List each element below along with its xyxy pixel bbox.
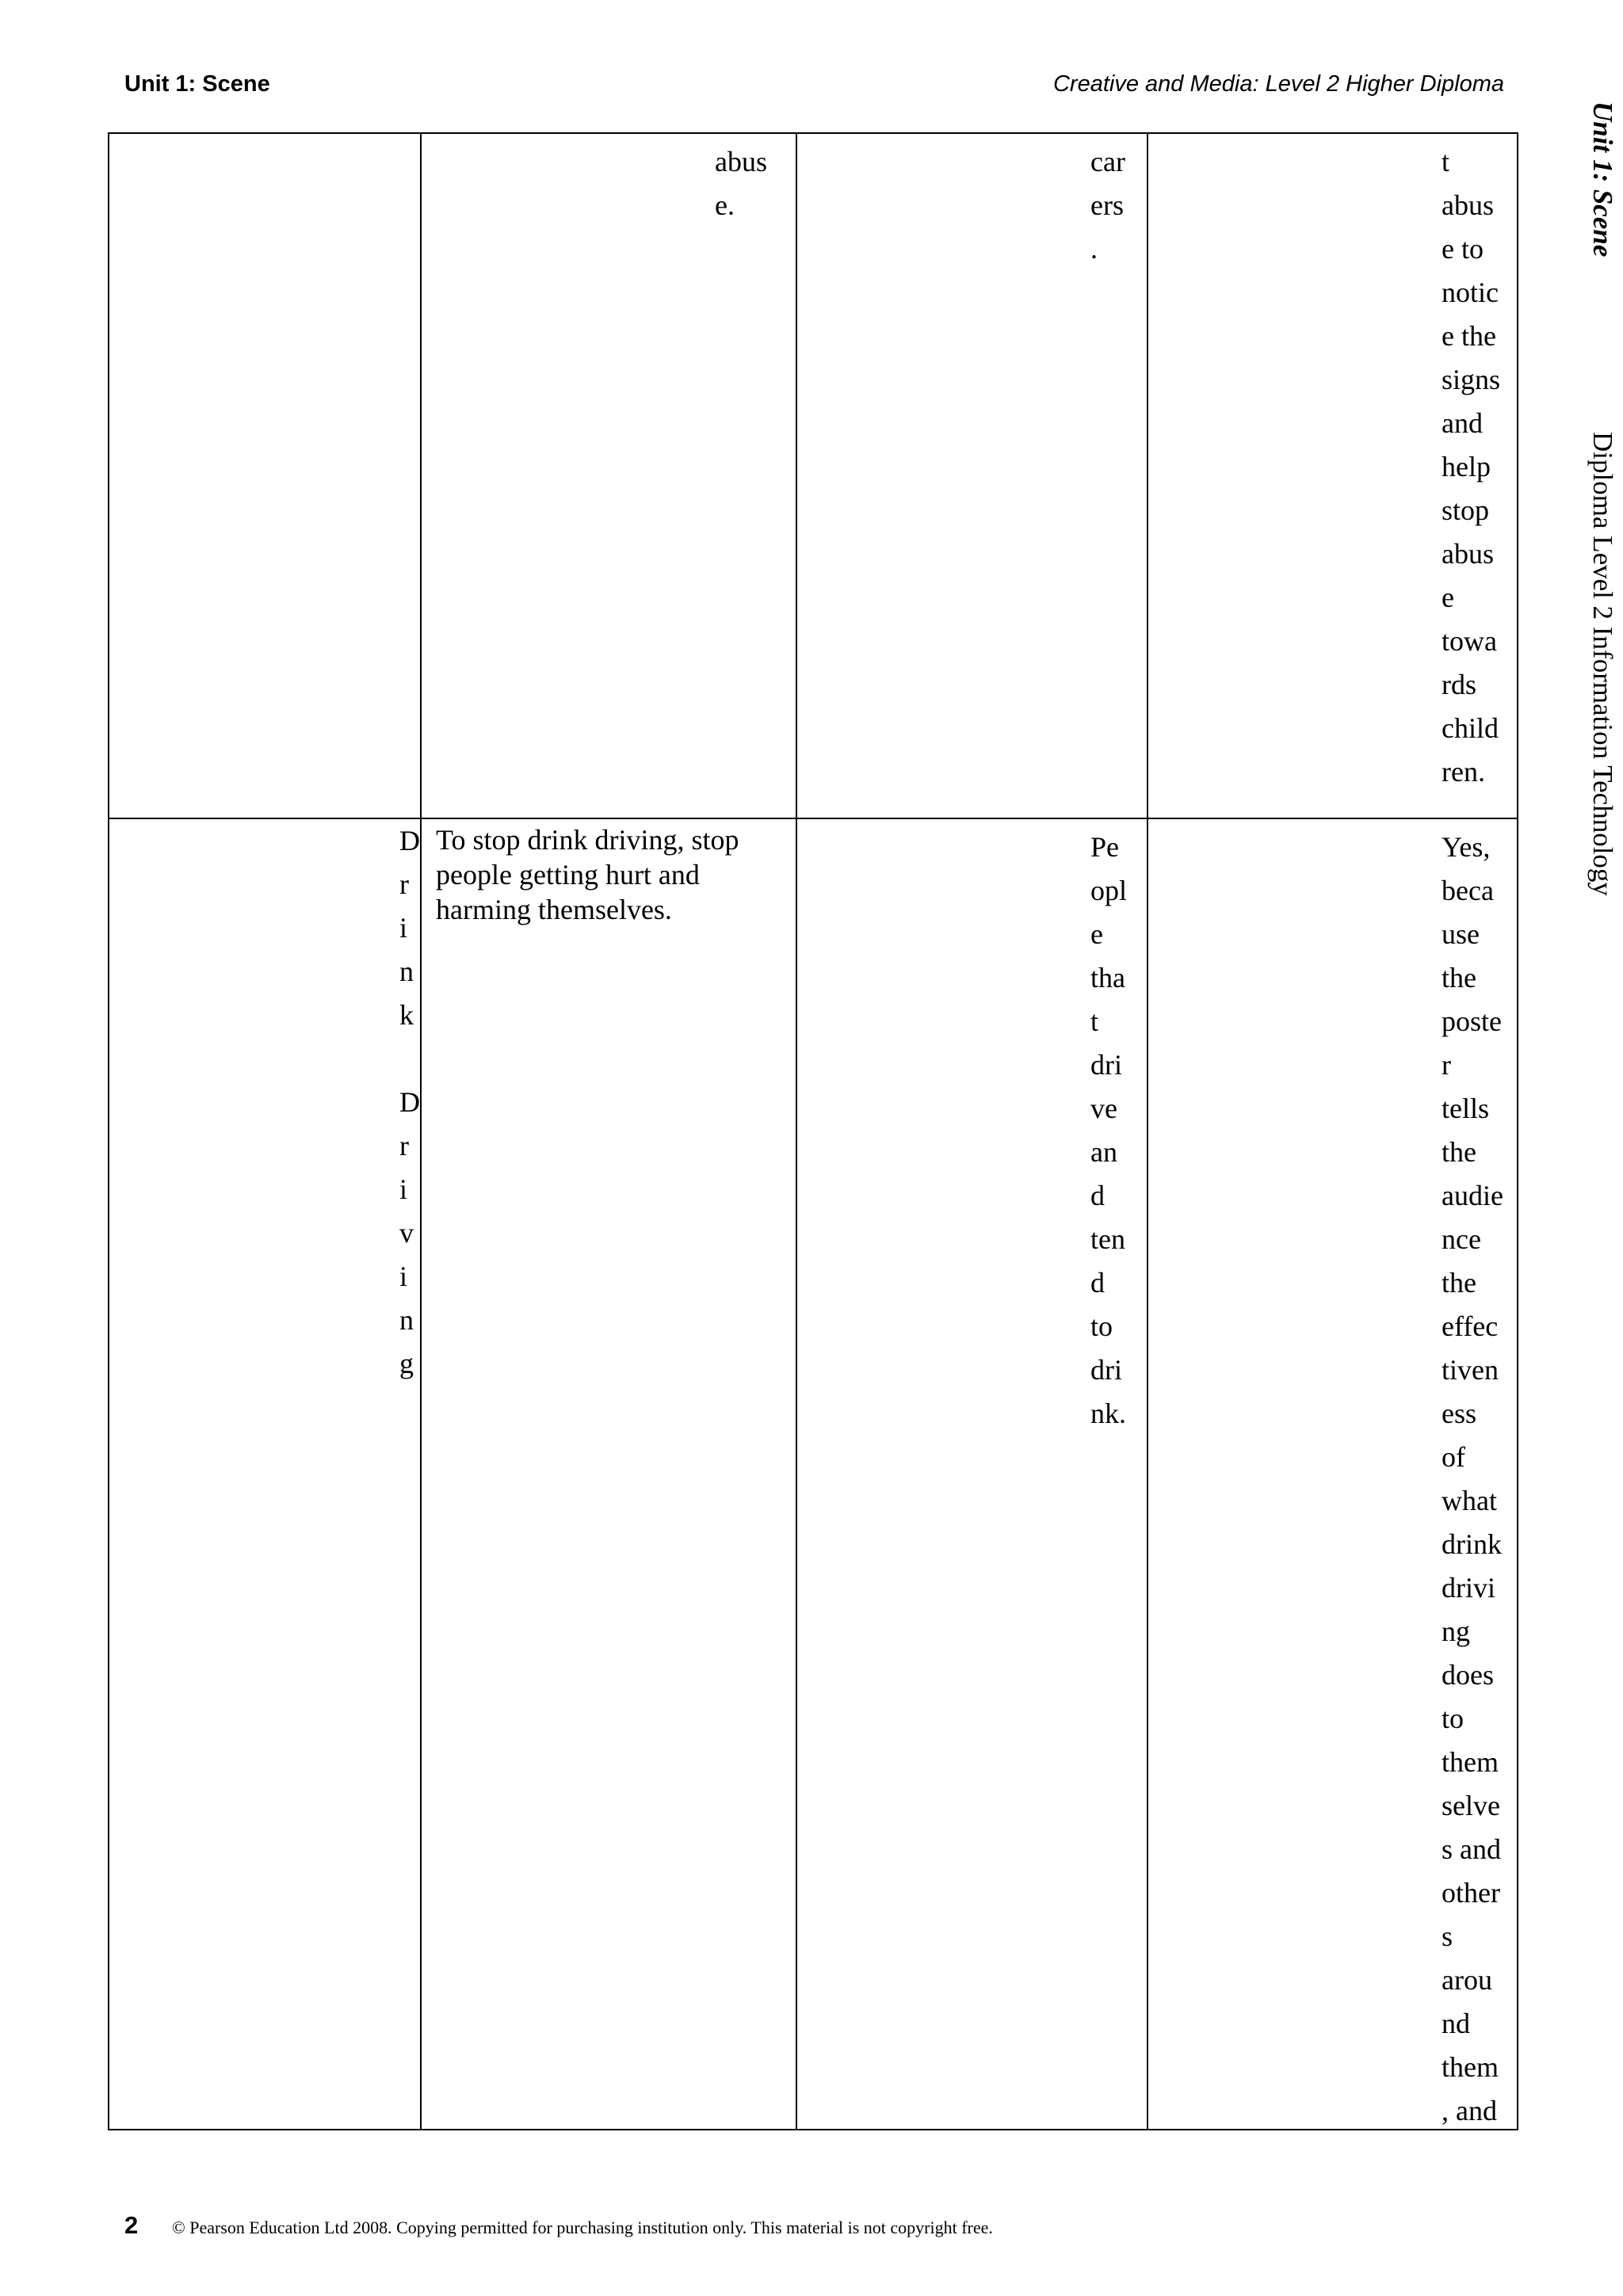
- table-row: [109, 133, 1518, 818]
- running-header-unit: Unit 1: Scene: [124, 71, 270, 97]
- table-cell-audience: [796, 133, 1148, 818]
- table-cell-audience: [796, 818, 1148, 2130]
- cell-text-audience: Pe opl e tha t dri ve an d ten d to dri nk.: [1090, 831, 1128, 1429]
- cell-text-effectiveness-continued: t abus e to notic e the signs and help stop abus e towa rds child ren.: [1442, 146, 1501, 788]
- side-margin-course: Diploma Level 2 Information Technology: [1587, 432, 1618, 896]
- cell-text-purpose-continued: abus e.: [715, 146, 767, 221]
- page-number: 2: [124, 2211, 139, 2239]
- table-cell-purpose: [421, 818, 796, 2130]
- analysis-table: [108, 132, 1518, 2130]
- cell-text-audience-continued: car ers .: [1090, 146, 1125, 265]
- cell-text-purpose: To stop drink driving, stop people getting hurt and harming themselves.: [436, 824, 739, 925]
- table-cell-topic: [109, 818, 421, 2130]
- table-row: [109, 818, 1518, 2130]
- table-cell-effectiveness: [1148, 133, 1518, 818]
- cell-text-topic: D r i n k D r i v i n g: [399, 825, 420, 1379]
- copyright-notice: © Pearson Education Ltd 2008. Copying permitted for purchasing institution only. This material is not copyright free.: [172, 2218, 993, 2237]
- side-margin-unit: Unit 1: Scene: [1587, 101, 1618, 257]
- table-cell-topic: [109, 133, 421, 818]
- running-header-course: Creative and Media: Level 2 Higher Diploma: [1052, 71, 1504, 97]
- table-cell-purpose: [421, 133, 796, 818]
- cell-text-effectiveness: Yes, beca use the poste r tells the audie nce the effec tiven ess of what drink drivi ng does to them selve s and other s arou nd them , and: [1442, 831, 1503, 2126]
- table-cell-effectiveness: [1148, 818, 1518, 2130]
